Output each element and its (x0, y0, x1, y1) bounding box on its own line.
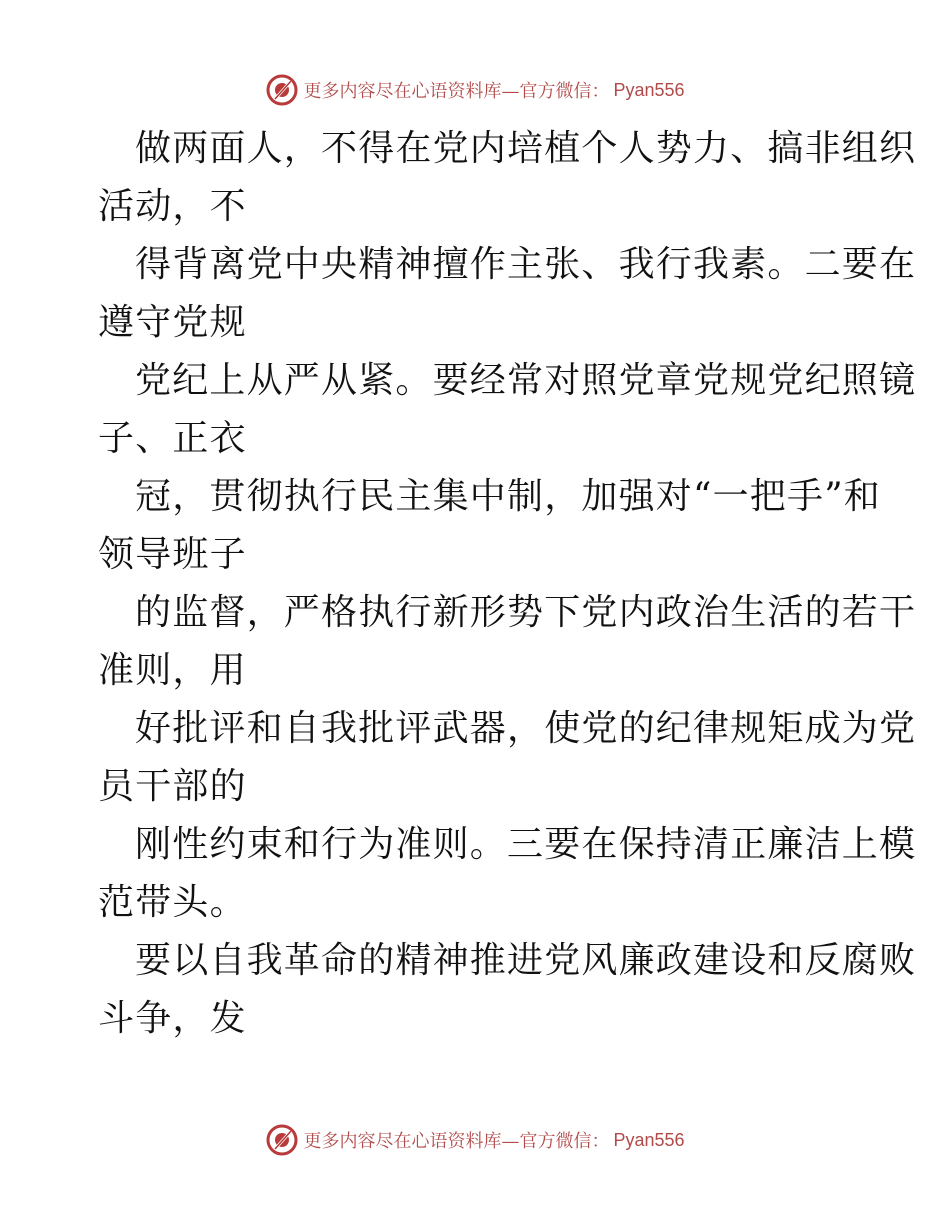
paragraph (98, 352, 917, 468)
header-banner (0, 70, 950, 110)
text-line: 的监督，严格执行新形势下党内政治生活的若干 (135, 592, 917, 633)
paragraph (98, 816, 917, 932)
banner-wechat-id: Pyan556 (613, 79, 685, 100)
banner-wechat-id: Pyan556 (613, 1129, 685, 1150)
paragraph (98, 584, 917, 700)
footer-banner (0, 1120, 950, 1160)
text-line: 员干部的 (98, 766, 247, 807)
text-line: 子、正衣 (98, 418, 247, 459)
text-line: 得背离党中央精神擅作主张、我行我素。二要在 (135, 244, 917, 285)
text-line: 要以自我革命的精神推进党风廉政建设和反腐败 (135, 940, 917, 981)
logo-icon (265, 73, 299, 107)
paragraph (98, 932, 917, 1048)
banner-site-text: 更多内容尽在心语资料库—官方微信： (303, 1131, 610, 1152)
text-line: 做两面人，不得在党内培植个人势力、搞非组织 (135, 128, 917, 169)
text-line: 范带头。 (98, 882, 247, 923)
text-line: 遵守党规 (98, 302, 247, 343)
text-line: 准则，用 (98, 650, 247, 691)
text-line: 冠，贯彻执行民主集中制，加强对“一把手”和 (135, 476, 882, 517)
banner-site-text: 更多内容尽在心语资料库—官方微信： (303, 81, 610, 102)
logo-icon (265, 1123, 299, 1157)
text-line: 领导班子 (98, 534, 247, 575)
text-line: 斗争，发 (98, 998, 247, 1039)
text-line: 党纪上从严从紧。要经常对照党章党规党纪照镜 (135, 360, 917, 401)
paragraph (98, 700, 917, 816)
text-line: 活动，不 (98, 186, 247, 227)
text-line: 刚性约束和行为准则。三要在保持清正廉洁上模 (135, 824, 917, 865)
paragraph (98, 236, 917, 352)
document-body (98, 120, 917, 1048)
text-line: 好批评和自我批评武器，使党的纪律规矩成为党 (135, 708, 917, 749)
paragraph (98, 120, 917, 236)
paragraph (98, 468, 882, 584)
